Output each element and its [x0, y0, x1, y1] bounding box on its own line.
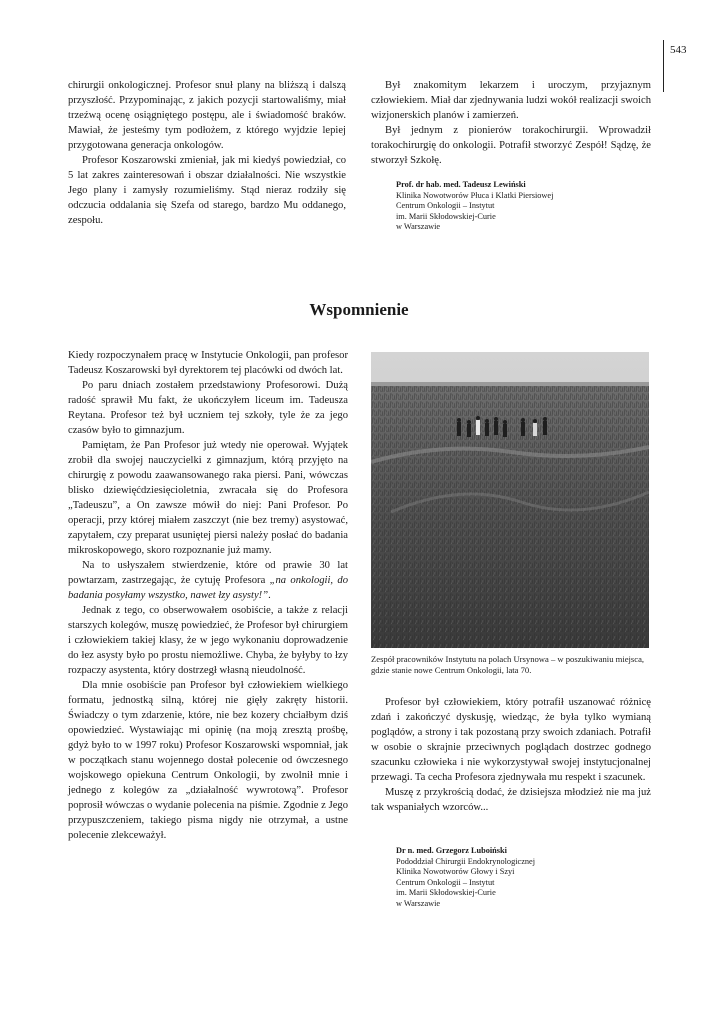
- paragraph: Dla mnie osobiście pan Profesor był człowiekiem wielkiego formatu, jednostką silną, której nie gięły zakręty historii. Świadczy o tym zdarzenie, które, nie bez kozery chciałbym dziś opowiedzieć. Wystawiając mi opinię (na moją zresztą prośbę, gdyż było to w 1997 roku) Profesor Koszarowski wspomniał, jak w początkach stanu wojennego dostał polecenie od ówczesnego wojskowego opiekuna Centrum Onkologii, by zwolnił mnie i jednego z kolegów za „działalność wywrotową”. Profesor poprosił wówczas o wydanie polecenia na piśmie. Zgodnie z Jego przypuszczeniem, takiego pisma nigdy nie otrzymał, a ustne polecenie zlekceważył.: [68, 680, 348, 841]
- paragraph-text: Na to usłyszałem stwierdzenie, które od prawie 30 lat powtarzam, zastrzegając, że cytuję Profesora: [68, 560, 348, 586]
- left-column: [68, 348, 348, 843]
- signature-line: Centrum Onkologii – Instytut: [396, 201, 495, 210]
- signature-name: Prof. dr hab. med. Tadeusz Lewiński: [396, 180, 526, 189]
- right-column: [371, 695, 651, 815]
- paragraph: [68, 558, 348, 603]
- grass-texture: [371, 386, 649, 648]
- paragraph-text: .: [268, 590, 271, 601]
- paragraph: Profesor był człowiekiem, który potrafił uszanować różnicę zdań i zakończyć dyskusję, wiedząc, że była tylko wymianą poglądów, a strony i tak pozostaną przy swoich zdaniach. Potrafił w osobie o skrajnie przeciwnych poglądach dostrzec godnego szacunku człowieka i nie wykorzystywał swojej instytucjonalnej przewagi. Ta cecha Profesora zjednywała mu respekt i szacunek.: [371, 697, 651, 783]
- page-number: 543: [670, 44, 687, 56]
- quote: „na onkologii, do badania posyłamy wszystko, nawet łzy asysty!”: [68, 575, 348, 601]
- photo-caption: Zespół pracowników Instytutu na polach Ursynowa – w poszukiwaniu miejsca, gdzie stanie nowe Centrum Onkologii, lata 70.: [371, 654, 645, 675]
- signature-line: Klinika Nowotworów Płuca i Klatki Piersiowej: [396, 190, 554, 200]
- paragraph: chirurgii onkologicznej. Profesor snuł plany na bliższą i dalszą przyszłość. Przypominając, z jakich pozycji startowaliśmy, miał trzeźwą ocenę osiągniętego postępu, ale i świadomość braków. Mawiał, że jesteśmy tym podłożem, z którego wyjdzie lepiej przygotowana generacja onkologów.: [68, 80, 346, 151]
- paragraph: Był jednym z pionierów torakochirurgii. Wprowadził torakochirurgię do onkologii. Potrafił stworzyć Zespół! Sądzę, że stworzył Szkołę.: [371, 125, 651, 166]
- section-title: Wspomnienie: [309, 300, 409, 319]
- paragraph: Profesor Koszarowski zmieniał, jak mi kiedyś powiedział, co 5 lat zakres zainteresowań i obszar działalności. Nie wszystkie Jego plany i zamysły rozumieliśmy. Stąd nieraz rodziły się odczucia oddalania się Szefa od starego, bardzo Mu oddanego, zespołu.: [68, 155, 346, 226]
- paragraph: Był znakomitym lekarzem i uroczym, przyjaznym człowiekiem. Miał dar zjednywania ludzi wokół realizacji swoich wizjonerskich planów i zamierzeń.: [371, 80, 651, 121]
- signature-lewinski: [396, 180, 656, 233]
- paragraph: Muszę z przykrością dodać, że dzisiejsza młodzież nie ma już tak wspaniałych wzorców...: [371, 787, 651, 813]
- signature-line: w Warszawie: [396, 898, 441, 908]
- signature-name: Dr n. med. Grzegorz Luboiński: [396, 846, 507, 855]
- top-left-column: [68, 78, 346, 228]
- signature-line: im. Marii Skłodowskiej-Curie: [396, 888, 496, 897]
- signature-luboinski: [396, 846, 656, 909]
- paragraph: Jednak z tego, co obserwowałem osobiście, a także z relacji starszych kolegów, muszę powiedzieć, że Profesor był chirurgiem i człowiekiem takiej klasy, że w jego wykonaniu doprowadzenie do łez asysty było po prostu niemożliwe. Chyba, że byłyby to łzy rozpaczy asystenta, który dostrzegł własną nieudolność.: [68, 605, 348, 676]
- signature-line: im. Marii Skłodowskiej-Curie: [396, 211, 496, 221]
- signature-line: Pododdział Chirurgii Endokrynologicznej: [396, 856, 536, 866]
- page-number-rule: [663, 40, 664, 92]
- paragraph: Kiedy rozpoczynałem pracę w Instytucie Onkologii, pan profesor Tadeusz Koszarowski był dyrektorem tej placówki od dwóch lat.: [68, 350, 348, 376]
- field-photograph: [371, 352, 649, 648]
- signature-line: w Warszawie: [396, 222, 441, 231]
- paragraph: Pamiętam, że Pan Profesor już wtedy nie operował. Wyjątek zrobił dla swojej nauczycielki z gimnazjum, którą przyjęto na chirurgię z powodu zaawansowanego raka piersi. Pani, wówczas blisko dziewięćdziesięcioletnia, zwracała się do Profesora „Tadeuszu”, a On zawsze mówił do niej: Pani Profesor. Po operacji, przy której miałem zaszczyt (nie bez tremy) asystować, zapytałem, czy preparat usuniętej piersi należy posłać do badania mikroskopowego, skoro rozpoznanie już mamy.: [68, 440, 348, 556]
- signature-line: Klinika Nowotworów Głowy i Szyi: [396, 867, 515, 876]
- top-right-column: [371, 78, 651, 168]
- paragraph: Po paru dniach zostałem przedstawiony Profesorowi. Dużą radość sprawił Mu fakt, że ukończyłem liceum im. Tadeusza Reytana. Profesor też był uczniem tej szkoły, tyle że za jego czasów było to gimnazjum.: [68, 380, 348, 436]
- signature-line: Centrum Onkologii – Instytut: [396, 877, 495, 887]
